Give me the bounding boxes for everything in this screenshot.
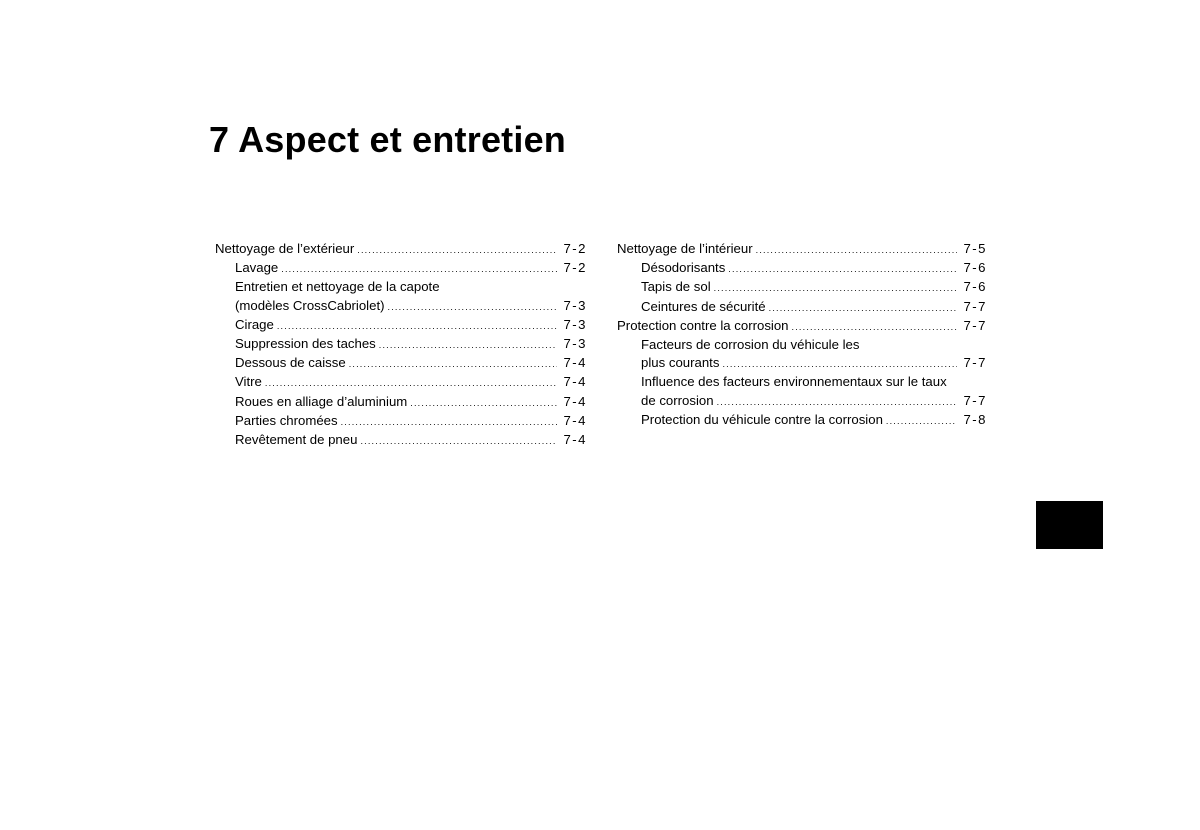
toc-entry-label-line1: Entretien et nettoyage de la capote [235,279,440,295]
toc-column-right [617,240,987,430]
toc-entry-waxing[interactable] [215,316,587,335]
toc-entry-label: Désodorisants [641,260,726,276]
toc-entry-label: Protection contre la corrosion [617,317,789,333]
toc-entry-page: 7-2 [563,241,587,256]
toc-entry-page: 7-4 [563,355,587,371]
toc-leader-dots [349,355,558,373]
toc-entry-page: 7-8 [963,411,987,427]
toc-entry-alloy-wheels[interactable] [215,393,587,412]
toc-entry-label: Revêtement de pneu [235,432,358,448]
toc-entry-label: Nettoyage de l’extérieur [215,241,355,256]
toc-entry-page: 7-4 [563,374,587,390]
toc-entry-page: 7-4 [563,432,587,448]
toc-leader-dots [714,279,958,297]
toc-entry-page: 7-5 [963,241,987,256]
toc-entry-label-line1: Facteurs de corrosion du véhicule les [641,337,860,353]
toc-entry-page: 7-3 [563,316,587,332]
toc-entry-label: Cirage [235,316,274,332]
toc-entry-floor-mats[interactable] [617,278,987,297]
toc-entry-label: Tapis de sol [641,279,711,295]
toc-entry-page: 7-6 [963,260,987,276]
toc-leader-dots [360,432,557,450]
toc-entry-label: Roues en alliage d’aluminium [235,393,408,409]
toc-entry-chrome-parts[interactable] [215,412,587,431]
toc-leader-dots [357,241,557,259]
toc-entry-corrosion-protection[interactable] [617,317,987,336]
toc-entry-label: Parties chromées [235,412,338,428]
toc-entry-label: Protection du véhicule contre la corrosion [641,411,883,427]
toc-entry-page: 7-3 [563,336,587,352]
toc-leader-dots [728,260,957,278]
toc-entry-glass[interactable] [215,373,587,392]
toc-leader-dots [769,299,958,317]
toc-entry-label: Dessous de caisse [235,355,346,371]
toc-entry-page: 7-3 [563,297,587,313]
toc-entry-label-line1: Influence des facteurs environnementaux sur le taux [641,374,947,390]
toc-entry-page: 7-7 [963,392,987,408]
toc-entry-label: de corrosion [641,392,714,408]
toc-leader-dots [722,355,957,373]
toc-entry-corrosion-factors[interactable] [617,336,987,373]
toc-entry-stain-removal[interactable] [215,335,587,354]
toc-entry-interior-cleaning[interactable] [617,240,987,259]
toc-entry-label: plus courants [641,355,720,371]
toc-entry-page: 7-4 [563,393,587,409]
toc-leader-dots [717,393,958,411]
toc-entry-label: Lavage [235,260,279,276]
toc-entry-exterior-cleaning[interactable] [215,240,587,259]
toc-entry-underbody[interactable] [215,354,587,373]
toc-entry-vehicle-corrosion-protection[interactable] [617,411,987,430]
toc-entry-seat-belts[interactable] [617,298,987,317]
toc-leader-dots [410,394,557,412]
chapter-title: 7 Aspect et entretien [209,119,566,160]
toc-leader-dots [379,336,558,354]
toc-entry-page: 7-7 [963,298,987,314]
chapter-thumb-tab [1036,501,1103,549]
toc-column-left [215,240,587,450]
toc-leader-dots [281,260,557,278]
toc-entry-environmental-factors[interactable] [617,373,987,410]
toc-entry-page: 7-7 [963,355,987,371]
toc-entry-label: (modèles CrossCabriolet) [235,297,385,313]
toc-entry-page: 7-6 [963,279,987,295]
toc-entry-label: Nettoyage de l’intérieur [617,241,753,256]
toc-leader-dots [277,317,558,335]
toc-entry-page: 7-4 [563,412,587,428]
toc-leader-dots [341,413,558,431]
toc-entry-tire-dressing[interactable] [215,431,587,450]
toc-leader-dots [756,241,958,259]
toc-entry-soft-top-care[interactable] [215,278,587,315]
toc-leader-dots [265,374,558,392]
toc-entry-washing[interactable] [215,259,587,278]
toc-entry-page: 7-7 [963,317,987,333]
toc-leader-dots [792,318,958,336]
toc-entry-air-fresheners[interactable] [617,259,987,278]
toc-entry-label: Ceintures de sécurité [641,298,766,314]
toc-entry-label: Suppression des taches [235,336,376,352]
toc-leader-dots [388,298,558,316]
toc-entry-label: Vitre [235,374,262,390]
toc-entry-page: 7-2 [563,260,587,276]
toc-leader-dots [886,412,958,430]
